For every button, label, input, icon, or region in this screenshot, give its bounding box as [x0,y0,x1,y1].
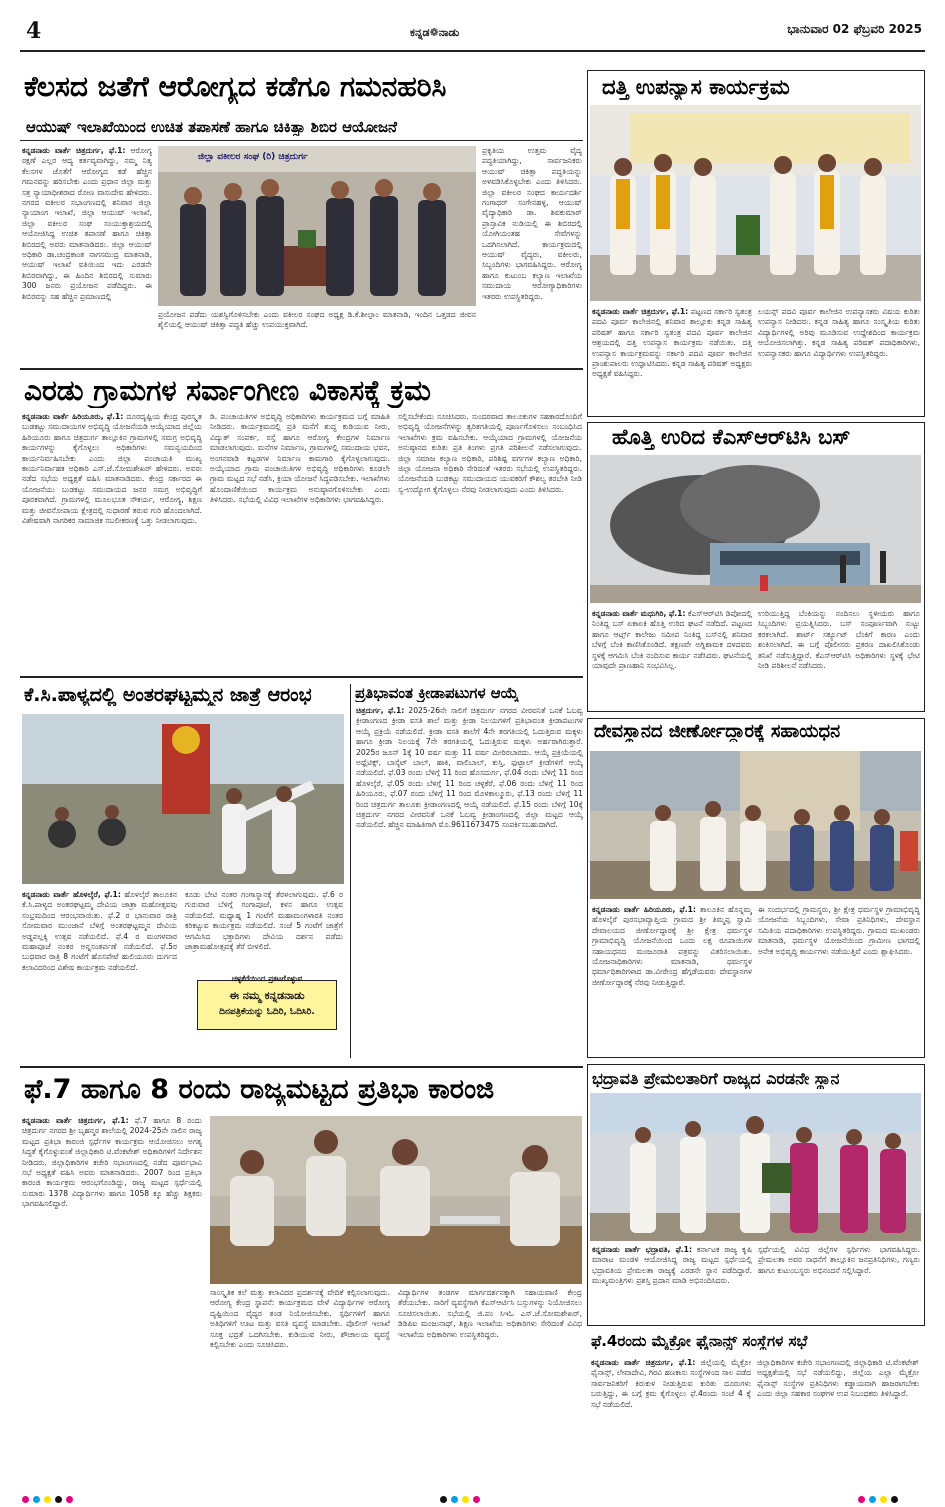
headline: ಕೆ.ಸಿ.ಪಾಳ್ಯದಲ್ಲಿ ಅಂತರಘಟ್ಟಮ್ಮನ ಜಾತ್ರೆ ಆರಂಭ [24,684,312,706]
page-number: 4 [26,18,42,44]
photo-bus-fire [590,455,921,603]
story-pratibha-karanji [20,1066,583,1478]
photo-officials [158,146,476,306]
page-header [20,20,925,64]
dateline: ಕನ್ನಡನಾಡು ವಾರ್ತೆ ಹಿರಿಯೂರು, ಫೆ.1: [592,905,696,914]
photo-officials-svg [158,146,476,306]
registration-dots-center [440,1488,484,1507]
registration-dots-left [22,1488,77,1507]
body-text: ದೂರದೃಷ್ಟಿಯ ಕೇಂದ್ರ ಪುರಸ್ಕೃತ ಬುಡಕಟ್ಟು ಸಮುದಾಯಗಳ ಅಭಿವೃದ್ಧಿ ಯೋಜನೆಯಡಿ ಆಯ್ಕೆಯಾದ ಜಿಲ್ಲೆಯ ಹಿರಿಯೂರು ಹಾಗೂ ಚಿತ್ರದುರ್ಗ ತಾಲ್ಲೂಕಿನ ಗ್ರಾಮಗಳಲ್ಲಿ ಸಮಗ್ರ ಅಭಿವೃದ್ಧಿ ಕಾರ್ಯಗಳನ್ನು ಕೈಗೊಳ್ಳಲು ಅಧಿಕಾರಿಗಳು ಸಮನ್ವಯದಿಂದ ಕಾರ್ಯನಿರ್ವಹಿಸಬೇಕು ಎಂದು ಜಿಲ್ಲಾ ಪಂಚಾಯತಿ ಮುಖ್ಯ ಕಾರ್ಯನಿರ್ವಾಹಕ ಅಧಿಕಾರಿ ಎಸ್.ಜೆ.ಸೋಮಶೇಖರ್ ಹೇಳಿದರು. ಅವರು ನಡೆದ ಸಭೆಯ ಅಧ್ಯಕ್ಷತೆ ವಹಿಸಿ ಮಾತನಾಡಿದರು. ಕೇಂದ್ರ ಸರ್ಕಾರದ ಈ ಯೋಜನೆಯು ಬುಡಕಟ್ಟು ಸಮುದಾಯದ ಜನರ ಸಮಗ್ರ ಅಭಿವೃದ್ಧಿಗೆ ಪೂರಕವಾಗಿದೆ. ಗ್ರಾಮಗಳಲ್ಲಿ ಮೂಲಭೂತ ಸೌಕರ್ಯ, ಆರೋಗ್ಯ, ಶಿಕ್ಷಣ ಮತ್ತು ಜೀವನೋಪಾಯ ಕ್ಷೇತ್ರದಲ್ಲಿ ಸುಧಾರಣೆ ತರುವ ಗುರಿ ಹೊಂದಲಾಗಿದೆ. ವಿಶೇಷವಾಗಿ ನಾಗರಿಕರ ಸಾಮಾಜಿಕ ಸಬಲೀಕರಣಕ್ಕೆ ಒತ್ತು ನೀಡಲಾಗುವುದು. [22,412,202,526]
story-bus-fire [587,422,925,712]
ad-banner-line-2: ಈ ನಮ್ಮ ಕನ್ನಡನಾಡು [229,989,305,1002]
dateline: ಕನ್ನಡನಾಡು ವಾರ್ತೆ ಚಿತ್ರದುರ್ಗ, ಫೆ.1: [592,307,689,316]
story-col-2: ಡಿ. ಪಂಚಾಯತಿಗಳ ಅಭಿವೃದ್ಧಿ ಅಧಿಕಾರಿಗಳು ಕಾರ್ಯಕ್ರಮದ ಬಗ್ಗೆ ಮಾಹಿತಿ ನೀಡಿದರು. ಕಾರ್ಯಕ್ರಮದಲ್ಲಿ ಪ್ರತಿ ಮನೆಗೆ ಶುದ್ಧ ಕುಡಿಯುವ ನೀರು, ವಿದ್ಯುತ್ ಸಂಪರ್ಕ, ರಸ್ತೆ ಹಾಗೂ ಆರೋಗ್ಯ ಕೇಂದ್ರಗಳ ನಿರ್ಮಾಣ ಮಾಡಲಾಗುವುದು. ಮನೆಗಳ ನಿರ್ಮಾಣ, ಗ್ರಾಮಗಳಲ್ಲಿ ಸಮುದಾಯ ಭವನ, ಅಂಗನವಾಡಿ ಕಟ್ಟಡಗಳ ನಿರ್ಮಾಣ ಕಾಮಗಾರಿ ಕೈಗೊಳ್ಳಲಾಗುವುದು. ಅಯ್ಕೆಯಾದ ಗ್ರಾಮ ಪಂಚಾಯಿತಿಗಳ ಅಭಿವೃದ್ಧಿ ಅಧಿಕಾರಿಗಳು ಕೂಡಲೇ ಗ್ರಾಮ ಮಟ್ಟದ ಸಭೆ ನಡೆಸಿ, ಕ್ರಿಯಾ ಯೋಜನೆ ಸಿದ್ಧಪಡಿಸಬೇಕು. ಇಲಾಖೆಗಳು ಹೊಂದಾಣಿಕೆಯಿಂದ ಕಾರ್ಯಕ್ರಮ ಅನುಷ್ಠಾನಗೊಳಿಸಬೇಕು ಎಂದು ತಿಳಿಸಿದರು. ಸಭೆಯಲ್ಲಿ ವಿವಿಧ ಇಲಾಖೆಗಳ ಅಧಿಕಾರಿಗಳು ಭಾಗವಹಿಸಿದ್ದರು. [210,412,390,505]
photo-festival-svg [22,714,344,884]
story-col-1 [22,890,177,1054]
story-col-2: ಜಿಲ್ಲಾಧಿಕಾರಿಗಳ ಕಚೇರಿ ಸಭಾಂಗಣದಲ್ಲಿ ಜಿಲ್ಲಾಧಿಕಾರಿ ಟಿ.ವೆಂಕಟೇಶ್ ಅಧ್ಯಕ್ಷತೆಯಲ್ಲಿ ಸಭೆ ನಡೆಯಲಿದ್ದು, ಜಿಲ್ಲೆಯ ಎಲ್ಲಾ ಮೈಕ್ರೋ ಫೈನಾನ್ಸ್ ಸಂಸ್ಥೆಗಳ ಪ್ರತಿನಿಧಿಗಳು ಕಡ್ಡಾಯವಾಗಿ ಹಾಜರಾಗಬೇಕು ಎಂದು ಜಿಲ್ಲಾ ಸಹಕಾರ ಸಂಘಗಳ ಉಪ ನಿಬಂಧಕರು ತಿಳಿಸಿದ್ದಾರೆ. [757,1358,919,1399]
photo-lecture-svg [590,105,921,301]
photo-festival [22,714,344,884]
headline: ಭದ್ರಾವತಿ ಪ್ರೇಮಲತಾರಿಗೆ ರಾಜ್ಯದ ಎರಡನೇ ಸ್ಥಾನ [592,1069,840,1088]
masthead: ಕನ್ನಡ❁ನಾಡು [410,26,460,39]
photo-banner-text: ಜಿಲ್ಲಾ ವಕೀಲರ ಸಂಘ (ರಿ) ಚಿತ್ರದುರ್ಗ [198,152,308,162]
dateline: ಕನ್ನಡನಾಡು ವಾರ್ತೆ ಹೊಳಲ್ಕೆರೆ, ಫೆ.1: [22,890,121,899]
divider [20,140,583,141]
story-col-3: ಪ್ರಕೃತಿಯ ಉತ್ತಮ ವೈದ್ಯ ಪದ್ಧತಿಯಾಗಿದ್ದು, ಸಾರ್ವಜನಿಕರು ಆಯುಷ್ ಚಿಕಿತ್ಸಾ ಪದ್ಧತಿಯನ್ನು ಅಳವಡಿಸಿಕೊಳ್ಳಬೇಕು ಎಂದು ತಿಳಿಸಿದರು. ಜಿಲ್ಲಾ ವಕೀಲರ ಸಂಘದ ಕಾರ್ಯದರ್ಶಿ ಗಂಗಾಧರ್ ಸಂಗೇನಹಳ್ಳಿ, ಆಯುಷ್ ವೈದ್ಯಾಧಿಕಾರಿ ಡಾ. ಶಿವಕುಮಾರ್ ಪ್ರಾಸ್ತಾವಿಕ ನುಡಿಯಲ್ಲಿ ಈ ಶಿಬಿರದಲ್ಲಿ ಯೋಗಿಯಂತಹ ಸೇವೆಗಳನ್ನು ಒದಗಿಸಲಾಗಿದೆ. ಕಾರ್ಯಕ್ರಮದಲ್ಲಿ ಆಯುಷ್ ವೈದ್ಯರು, ವಕೀಲರು, ಸಿಬ್ಬಂದಿಗಳು ಭಾಗವಹಿಸಿದ್ದರು. ಆರೋಗ್ಯ ಹಾಗೂ ಕುಟುಂಬ ಕಲ್ಯಾಣ ಇಲಾಖೆಯ ಸಮುದಾಯ ಆರೋಗ್ಯಾಧಿಕಾರಿಗಳು ಇತರರು ಉಪಸ್ಥಿತರಿದ್ದರು. [482,146,582,301]
photo-lecture [590,105,921,301]
photo-temple [590,751,921,899]
headline: ಫೆ.7 ಹಾಗೂ 8 ರಂದು ರಾಜ್ಯಮಟ್ಟದ ಪ್ರತಿಭಾ ಕಾರಂಜಿ [24,1074,495,1105]
ad-banner-line-1: ಚಳ್ಳಕೆರೆಯಿಂದ ಪ್ರಕಟಗೊಳ್ಳುವ [231,974,303,983]
story-datti-lecture [587,70,925,417]
photo-award [590,1093,921,1241]
story-col-2: ಸಾಂಸ್ಕೃತಿಕ ಕಲೆ ಮತ್ತು ಕಲಾವಿದರ ಪ್ರದರ್ಶನಕ್ಕೆ ವೇದಿಕೆ ಕಲ್ಪಿಸಲಾಗುವುದು. ಆರೋಗ್ಯ ಕೇಂದ್ರ ಸ್ಥಾಪನೆ: ಕಾರ್ಯಕ್ರಮದ ವೇಳೆ ವಿದ್ಯಾರ್ಥಿಗಳ ಆರೋಗ್ಯ ದೃಷ್ಟಿಯಿಂದ ವೈದ್ಯರ ತಂಡ ನಿಯೋಜಿಸಬೇಕು. ಸ್ಪರ್ಧಿಗಳಿಗೆ ಹಾಗೂ ಅತಿಥಿಗಳಿಗೆ ಊಟ ಮತ್ತು ವಸತಿ ವ್ಯವಸ್ಥೆ ಮಾಡಬೇಕು. ಪೊಲೀಸ್ ಇಲಾಖೆ ಸೂಕ್ತ ಭದ್ರತೆ ಒದಗಿಸಬೇಕು. ಕುಡಿಯುವ ನೀರು, ಶೌಚಾಲಯ ವ್ಯವಸ್ಥೆ ಕಲ್ಪಿಸಬೇಕು ಎಂದು ಸೂಚಿಸಿದರು. [210,1288,390,1350]
story-col-2: ಉರಿಯುತ್ತಿದ್ದ ಬೆಂಕಿಯನ್ನು ನಂದಿಸಲು ಸ್ಥಳೀಯರು ಹಾಗೂ ಸಿಬ್ಬಂದಿಗಳು ಪ್ರಯತ್ನಿಸಿದರು. ಬಸ್ ಸಂಪೂರ್ಣವಾಗಿ ಸುಟ್ಟು ಕರಕಲಾಗಿದೆ. ಶಾರ್ಟ್ ಸರ್ಕ್ಯೂಟ್ ಬೆಂಕಿಗೆ ಕಾರಣ ಎಂದು ಶಂಕಿಸಲಾಗಿದೆ. ಈ ಬಗ್ಗೆ ಪೊಲೀಸರು ಪ್ರಕರಣ ದಾಖಲಿಸಿಕೊಂಡು ತನಿಖೆ ನಡೆಸುತ್ತಿದ್ದಾರೆ. ಕೆಎಸ್ಆರ್‌ಟಿಸಿ ಅಧಿಕಾರಿಗಳು ಸ್ಥಳಕ್ಕೆ ಭೇಟಿ ನೀಡಿ ಪರಿಶೀಲನೆ ನಡೆಸಿದರು. [758,609,920,671]
dateline: ಚಿತ್ರದುರ್ಗ, ಫೆ.1: [356,706,405,715]
body-text: ಕೆಎಸ್ಆರ್‌ಟಿಸಿ ಡಿಪೋದಲ್ಲಿ ನಿಂತಿದ್ದ ಬಸ್ ಏಕಾಏಕಿ ಹೊತ್ತಿ ಉರಿದ ಘಟನೆ ನಡೆದಿದೆ. ಪಟ್ಟಣದ ಹಾಗೂ ಆರ್ಟ್ಸ್ ಕಾಲೇಜು ಸಮೀಪ ನಿಂತಿದ್ದ ಬಸ್‌ನಲ್ಲಿ ಶನಿವಾರ ಬೆಳಗ್ಗೆ ಬೆಂಕಿ ಕಾಣಿಸಿಕೊಂಡಿದೆ. ತಕ್ಷಣವೇ ಅಗ್ನಿಶಾಮಕ ದಳದವರು ಸ್ಥಳಕ್ಕೆ ಆಗಮಿಸಿ ಬೆಂಕಿ ನಂದಿಸುವ ಕಾರ್ಯ ನಡೆಸಿದರು. ಘಟನೆಯಲ್ಲಿ ಯಾವುದೇ ಪ್ರಾಣಹಾನಿ ಸಂಭವಿಸಿಲ್ಲ. [592,609,752,671]
story-jatre [20,676,345,1058]
story-temple-grant [587,718,925,1058]
story-col-1 [592,307,752,413]
body-text: ಫೆ.7 ಹಾಗೂ 8 ರಂದು ಚಿತ್ರದುರ್ಗ ನಗರದ ಶ್ರೀ ಬೃಹನ್ಮಠ ಶಾಲೆಯಲ್ಲಿ 2024-25ನೇ ಸಾಲಿನ ರಾಜ್ಯ ಮಟ್ಟದ ಪ್ರತಿಭಾ ಕಾರಂಜಿ ಸ್ಪರ್ಧೆಗಳ ಕಾರ್ಯಕ್ರಮ ಆಯೋಜಿಸಲು ಅಗತ್ಯ ಸಿದ್ಧತೆ ಕೈಗೊಳ್ಳುವಂತೆ ಜಿಲ್ಲಾಧಿಕಾರಿ ಟಿ.ವೆಂಕಟೇಶ್ ಅಧಿಕಾರಿಗಳಿಗೆ ನಿರ್ದೇಶನ ನೀಡಿದರು. ಜಿಲ್ಲಾಧಿಕಾರಿಗಳ ಕಚೇರಿ ಸಭಾಂಗಣದಲ್ಲಿ ನಡೆದ ಪೂರ್ವಭಾವಿ ಸಭೆ ಅಧ್ಯಕ್ಷತೆ ವಹಿಸಿ ಅವರು ಮಾತನಾಡಿದರು. 2007 ರಿಂದ ಪ್ರತಿಭಾ ಕಾರಂಜಿ ಕಾರ್ಯಕ್ರಮ ಆರಂಭಗೊಂಡಿದ್ದು, ರಾಜ್ಯ ಮಟ್ಟದ ಸ್ಪರ್ಧೆಯಲ್ಲಿ ಸುಮಾರು 1378 ವಿದ್ಯಾರ್ಥಿಗಳು ಹಾಗೂ 1058 ಕ್ಕೂ ಹೆಚ್ಚು ಶಿಕ್ಷಕರು ಭಾಗವಹಿಸಲಿದ್ದಾರೆ. [22,1116,202,1209]
divider [20,368,583,370]
story-col-1 [591,1358,751,1476]
dateline: ಕನ್ನಡನಾಡು ವಾರ್ತೆ ಭದ್ರಾವತಿ, ಫೆ.1: [592,1245,692,1254]
story-col-2: ಲಯನ್ಸ್ ಪದವಿ ಪೂರ್ವ ಕಾಲೇಜಿನ ಉಪನ್ಯಾಸಕರು ವಿಷಯ ಕುರಿತು ಉಪನ್ಯಾಸ ನೀಡಿದರು. ಕನ್ನಡ ಸಾಹಿತ್ಯ ಹಾಗೂ ಸಂಸ್ಕೃತಿಯ ಕುರಿತು ವಿದ್ಯಾರ್ಥಿಗಳಲ್ಲಿ ಅರಿವು ಮೂಡಿಸುವ ಉದ್ದೇಶದಿಂದ ಕಾರ್ಯಕ್ರಮ ಆಯೋಜಿಸಲಾಗಿತ್ತು. ಕನ್ನಡ ಸಾಹಿತ್ಯ ಪರಿಷತ್ ಪದಾಧಿಕಾರಿಗಳು, ಉಪನ್ಯಾಸಕರು ಹಾಗೂ ವಿದ್ಯಾರ್ಥಿಗಳು ಉಪಸ್ಥಿತರಿದ್ದರು. [758,307,920,358]
story-village-development [20,368,583,668]
dateline: ಕನ್ನಡನಾಡು ವಾರ್ತೆ ಚಿತ್ರದುರ್ಗ, ಫೆ.1: [591,1358,696,1367]
header-rule [20,50,925,52]
story-col-1 [22,146,152,358]
story-col-1 [22,412,202,664]
date-banner: ಭಾನುವಾರ 02 ಫೆಬ್ರವರಿ 2025 [787,22,922,36]
headline: ಪ್ರತಿಭಾವಂತ ಕ್ರೀಡಾಪಟುಗಳ ಆಯ್ಕೆ [355,684,519,702]
subheadline: ಆಯುಷ್ ಇಲಾಖೆಯಿಂದ ಉಚಿತ ತಪಾಸಣೆ ಹಾಗೂ ಚಿಕಿತ್ಸಾ ಶಿಬಿರ ಆಯೋಜನೆ [26,118,397,136]
dateline: ಕನ್ನಡನಾಡು ವಾರ್ತೆ ಹಿರಿಯೂರು, ಫೆ.1: [22,412,124,421]
story-col-2: ಕೂಡು ಬೇಟಿ ನಂತರ ಗಂಗಾಸ್ನಾನಕ್ಕೆ ತೆರಳಲಾಗುವುದು. ಫೆ.6 ರ ಗುರುವಾರ ಬೆಳಿಗ್ಗೆ ಗಂಗಾಪೂಜೆ, ಕಳಸ ಹಾಗೂ ಉತ್ಸವ ನಡೆಯಲಿದೆ. ಮಧ್ಯಾಹ್ನ 1 ಗಂಟೆಗೆ ಮಹಾಮಂಗಳಾರತಿ ನಂತರ ಕರಿಕಟ್ಟುವ ಕಾರ್ಯಕ್ರಮ ನಡೆಯಲಿದೆ. ಸಂಜೆ 5 ಗಂಟೆಗೆ ಜಾತ್ರೆಗೆ ಆಗಮಿಸಿದ ಭಕ್ತಾದಿಗಳು ದೇವಿಯ ದರ್ಶನ ಪಡೆದು ಜಾತ್ರಾಮಹೋತ್ಸವಕ್ಕೆ ತೆರೆ ಬೀಳಲಿದೆ. [185,890,343,952]
photo-award-svg [590,1093,921,1241]
body-text: ಹೊಳಲ್ಕೆರೆ ತಾಲೂಕಿನ ಕೆ.ಸಿ.ಪಾಳ್ಯದ ಅಂತರಘಟ್ಟಮ್ಮ ದೇವಿಯ ಜಾತ್ರಾ ಮಹೋತ್ಸವವು ಸಂಭ್ರಮದಿಂದ ಆರಂಭವಾಯಿತು. ಫೆ.2 ರ ಭಾನುವಾರ ರಾತ್ರಿ ಸೋಮವಾರ ಮುಂಜಾನೆ ಬೆಳಿಗ್ಗೆ ಅಂತರಘಟ್ಟಮ್ಮನ ದೇವಿಯ ಅಡ್ಡಪಲ್ಲಕ್ಕಿ ಉತ್ಸವ ನಡೆಯಲಿದೆ. ಫೆ.4 ರ ಮಂಗಳವಾರ ಮಹಾಪೂಜೆ ನಂತರ ಅನ್ನಸಂತರ್ಪಣೆ ನಡೆಯಲಿದೆ. ಫೆ.5ರ ಬುಧವಾರ ರಾತ್ರಿ 8 ಗಂಟೆಗೆ ಹೊಸಪೇಟೆ ಹುಲಿಯೂರು ದುರ್ಗದ ಕಲಾವಿದರಿಂದ ವಿಶೇಷ ಕಾರ್ಯಕ್ರಮ ನಡೆಯಲಿದೆ. [22,890,177,972]
story-sports-selection [350,684,583,1058]
story-col-3: ಸಲ್ಲಿಸಬೇಕೆಂದು ಸೂಚಿಸಿದರು. ಸುಂದರವಾದ ತಾಲೂಕುಗಳ ಸಹಕಾರದೊಂದಿಗೆ ಅಭಿವೃದ್ಧಿ ಯೋಜನೆಗಳನ್ನು ತ್ವರಿತಗತಿಯಲ್ಲಿ ಪೂರ್ಣಗೊಳಿಸಲು ಸಂಬಂಧಿಸಿದ ಇಲಾಖೆಗಳು ಕ್ರಮ ವಹಿಸಬೇಕು. ಆಯ್ಕೆಯಾದ ಗ್ರಾಮಗಳಲ್ಲಿ ಯೋಜನೆಯ ಅನುಷ್ಠಾನದ ಕುರಿತು ಪ್ರತಿ ತಿಂಗಳು ಪ್ರಗತಿ ಪರಿಶೀಲನೆ ನಡೆಸಲಾಗುವುದು. ಜಿಲ್ಲಾ ಸಮಾಜ ಕಲ್ಯಾಣ ಅಧಿಕಾರಿ, ಪರಿಶಿಷ್ಟ ವರ್ಗಗಳ ಕಲ್ಯಾಣ ಅಧಿಕಾರಿ, ಜಿಲ್ಲಾ ಯೋಜನಾ ಅಧಿಕಾರಿ ಸೇರಿದಂತೆ ಇತರರು ಸಭೆಯಲ್ಲಿ ಉಪಸ್ಥಿತರಿದ್ದರು. ಯೋಜನೆಯಡಿ ಬುಡಕಟ್ಟು ಸಮುದಾಯದ ಯುವಕರಿಗೆ ಕೌಶಲ್ಯ ತರಬೇತಿ ನೀಡಿ ಸ್ವ-ಉದ್ಯೋಗ ಕೈಗೊಳ್ಳಲು ನೆರವು ನೀಡಲಾಗುವುದು ಎಂದು ತಿಳಿಸಿದರು. [398,412,582,494]
registration-dots-right [858,1488,902,1507]
headline: ದತ್ತಿ ಉಪನ್ಯಾಸ ಕಾರ್ಯಕ್ರಮ [602,75,790,99]
body-text: ಜಿಲ್ಲೆಯಲ್ಲಿ ಮೈಕ್ರೋ ಫೈನಾನ್ಸ್, ಲೇವಾದೇವಿ, ಗಿರವಿ ಹಣಕಾಸು ಸಂಸ್ಥೆಗಳಿಂದ ಸಾಲ ಪಡೆದ ಸಾರ್ವಜನಿಕರಿಗೆ ಕಿರುಕುಳ ನೀಡುತ್ತಿರುವ ಕುರಿತು ದೂರುಗಳು ಬರುತ್ತಿದ್ದು, ಈ ಬಗ್ಗೆ ಕ್ರಮ ಕೈಗೊಳ್ಳಲು ಫೆ.4ರಂದು ಸಂಜೆ 4 ಕ್ಕೆ ಸಭೆ ನಡೆಯಲಿದೆ. [591,1358,751,1409]
divider [20,1066,583,1068]
headline: ದೇವಸ್ಥಾನದ ಜೀರ್ಣೋದ್ಧಾರಕ್ಕೆ ಸಹಾಯಧನ [594,721,841,742]
body-text: ತಾಲೂಕಿನ ಹೊನ್ನಮ್ಮ ಹೊಳಲ್ಕೆರೆ ಪುರಸಭಾವ್ಯಾಪ್ತಿಯ ಗ್ರಾಮದ ಶ್ರೀ ತಿಮ್ಮಪ್ಪ ಸ್ವಾಮಿ ದೇವಾಲಯದ ಜೀರ್ಣೋದ್ಧಾರಕ್ಕೆ ಶ್ರೀ ಕ್ಷೇತ್ರ ಧರ್ಮಸ್ಥಳ ಗ್ರಾಮಾಭಿವೃದ್ಧಿ ಯೋಜನೆಯಿಂದ ಒಂದು ಲಕ್ಷ ರೂಪಾಯಿಗಳ ಸಹಾಯಧನದ ಮಂಜೂರಾತಿ ಪತ್ರವನ್ನು ವಿತರಿಸಲಾಯಿತು. ಯೋಜನಾಧಿಕಾರಿಗಳು ಮಾತನಾಡಿ, ಧರ್ಮಸ್ಥಳ ಧರ್ಮಾಧಿಕಾರಿಗಳಾದ ಡಾ.ವೀರೇಂದ್ರ ಹೆಗ್ಗಡೆಯವರು ದೇವಸ್ಥಾನಗಳ ಜೀರ್ಣೋದ್ಧಾರಕ್ಕೆ ನೆರವು ನೀಡುತ್ತಿದ್ದಾರೆ. [592,905,752,987]
photo-meeting [210,1116,582,1284]
body-text: ಕರ್ನಾಟಕ ರಾಜ್ಯ ಕೃಷಿ ಮಾರಾಟ ಮಂಡಳಿ ಆಯೋಜಿಸಿದ್ದ ರಾಜ್ಯ ಮಟ್ಟದ ಸ್ಪರ್ಧೆಯಲ್ಲಿ ಭದ್ರಾವತಿಯ ಪ್ರೇಮಲತಾ ರಾಜ್ಯಕ್ಕೆ ಎರಡನೇ ಸ್ಥಾನ ಪಡೆದಿದ್ದಾರೆ. ಮುಖ್ಯಮಂತ್ರಿಗಳು ಪ್ರಶಸ್ತಿ ಪ್ರದಾನ ಮಾಡಿ ಅಭಿನಂದಿಸಿದರು. [592,1245,752,1286]
photo-bus-fire-svg [590,455,921,603]
headline: ಹೊತ್ತಿ ಉರಿದ ಕೆಎಸ್ಆರ್‌ಟಿಸಿ ಬಸ್ [612,425,851,449]
dateline: ಕನ್ನಡನಾಡು ವಾರ್ತೆ ಚಿತ್ರದುರ್ಗ, ಫೆ.1: [22,1116,129,1125]
headline: ಎರಡು ಗ್ರಾಮಗಳ ಸರ್ವಾಂಗೀಣ ವಿಕಾಸಕ್ಕೆ ಕ್ರಮ [24,374,431,407]
photo-meeting-svg [210,1116,582,1284]
photo-temple-svg [590,751,921,899]
story-col-2: ಸ್ಪರ್ಧೆಯಲ್ಲಿ ವಿವಿಧ ಜಿಲ್ಲೆಗಳ ಸ್ಪರ್ಧಿಗಳು ಭಾಗವಹಿಸಿದ್ದರು. ಪ್ರೇಮಲತಾ ಅವರ ಸಾಧನೆಗೆ ತಾಲ್ಲೂಕಿನ ಜನಪ್ರತಿನಿಧಿಗಳು, ಗಣ್ಯರು ಹಾಗೂ ಕುಟುಂಬಸ್ಥರು ಅಭಿನಂದನೆ ಸಲ್ಲಿಸಿದ್ದಾರೆ. [758,1245,920,1275]
story-micro-finance [587,1332,925,1478]
story-col-2: ಈ ಸಂದರ್ಭದಲ್ಲಿ ಗ್ರಾಮಸ್ಥರು, ಶ್ರೀ ಕ್ಷೇತ್ರ ಧರ್ಮಸ್ಥಳ ಗ್ರಾಮಾಭಿವೃದ್ಧಿ ಯೋಜನೆಯ ಸಿಬ್ಬಂದಿಗಳು, ಸೇವಾ ಪ್ರತಿನಿಧಿಗಳು, ದೇವಸ್ಥಾನ ಸಮಿತಿಯ ಪದಾಧಿಕಾರಿಗಳು ಉಪಸ್ಥಿತರಿದ್ದರು. ಗ್ರಾಮದ ಮುಖಂಡರು ಮಾತನಾಡಿ, ಧರ್ಮಸ್ಥಳ ಯೋಜನೆಯಿಂದ ಗ್ರಾಮೀಣ ಭಾಗದಲ್ಲಿ ಅನೇಕ ಅಭಿವೃದ್ಧಿ ಕಾರ್ಯಗಳು ನಡೆಯುತ್ತಿವೆ ಎಂದು ಶ್ಲಾಘಿಸಿದರು. [758,905,920,956]
ad-banner [197,974,337,1030]
story-col-1 [592,1245,752,1323]
story-col-1 [592,609,752,709]
divider [20,676,583,678]
story-body [356,706,583,1056]
body-text: ಪಟ್ಟಣದ ಸರ್ಕಾರಿ ಸ್ವತಂತ್ರ ಪದವಿ ಪೂರ್ವ ಕಾಲೇಜಿನಲ್ಲಿ ಶನಿವಾರ ತಾಲ್ಲೂಕು ಕನ್ನಡ ಸಾಹಿತ್ಯ ಪರಿಷತ್ ಹಾಗೂ ಸರ್ಕಾರಿ ಸ್ವತಂತ್ರ ಪದವಿ ಪೂರ್ವ ಕಾಲೇಜಿನ ಆಶ್ರಯದಲ್ಲಿ ದತ್ತಿ ಉಪನ್ಯಾಸ ಕಾರ್ಯಕ್ರಮ ನಡೆಯಿತು. ದತ್ತಿ ಉಪನ್ಯಾಸ ಕಾರ್ಯಕ್ರಮವನ್ನು ಸರ್ಕಾರಿ ಪದವಿ ಪೂರ್ವ ಕಾಲೇಜಿನ ಪ್ರಾಂಶುಪಾಲರು ಉದ್ಘಾಟಿಸಿದರು. ಕನ್ನಡ ಸಾಹಿತ್ಯ ಪರಿಷತ್ ಅಧ್ಯಕ್ಷರು ಅಧ್ಯಕ್ಷತೆ ವಹಿಸಿದ್ದರು. [592,307,752,379]
story-col-1 [592,905,752,1055]
ad-banner-line-3: ದಿನಪತ್ರಿಕೆಯನ್ನು ಓದಿರಿ, ಓದಿಸಿರಿ. [219,1007,315,1017]
story-col-3: ವಿದ್ಯಾರ್ಥಿಗಳ ತಂಡಗಳ ಮಾರ್ಗದರ್ಶನಕ್ಕಾಗಿ ಸಹಾಯವಾಣಿ ಕೇಂದ್ರ ತೆರೆಯಬೇಕು. ಸಾರಿಗೆ ವ್ಯವಸ್ಥೆಗಾಗಿ ಕೆಎಸ್ಆರ್ಟಿಸಿ ಬಸ್ಸುಗಳನ್ನು ನಿಯೋಜಿಸಲು ಸೂಚಿಸಲಾಯಿತು. ಸಭೆಯಲ್ಲಿ ಜಿ.ಪಂ ಸಿಇಓ ಎಸ್.ಜೆ.ಸೋಮಶೇಖರ್, ಡಿಡಿಪಿಐ ಮಂಜುನಾಥ್, ಶಿಕ್ಷಣ ಇಲಾಖೆಯ ಅಧಿಕಾರಿಗಳು ಸೇರಿದಂತೆ ವಿವಿಧ ಇಲಾಖೆಯ ಅಧಿಕಾರಿಗಳು ಉಪಸ್ಥಿತರಿದ್ದರು. [398,1288,582,1339]
body-text: 2025-26ನೇ ಸಾಲಿಗೆ ಚಿತ್ರದುರ್ಗ ನಗರದ ವೀರವನಿತೆ ಒನಕೆ ಓಬವ್ವ ಕ್ರೀಡಾಂಗಣದ ಕ್ರೀಡಾ ವಸತಿ ಶಾಲೆ ಮತ್ತು ಕ್ರೀಡಾ ನಿಲಯಗಳಿಗೆ ಪ್ರತಿಭಾವಂತ ಕ್ರೀಡಾಪಟುಗಳ ಆಯ್ಕೆ ಪ್ರಕ್ರಿಯೆ ನಡೆಯಲಿದೆ. ಕ್ರೀಡಾ ವಸತಿ ಶಾಲೆಗೆ 4ನೇ ತರಗತಿಯಲ್ಲಿ ಓದುತ್ತಿರುವ ಮಕ್ಕಳು ಹಾಗೂ ಕ್ರೀಡಾ ನಿಲಯಕ್ಕೆ 7ನೇ ತರಗತಿಯಲ್ಲಿ ಓದುತ್ತಿರುವ ಮಕ್ಕಳು ಅರ್ಹರಾಗಿರುತ್ತಾರೆ. 2025ರ ಜೂನ್ 1ಕ್ಕೆ 10 ವರ್ಷ ಮತ್ತು 11 ವರ್ಷ ಮೀರಿರಬಾರದು. ಆಯ್ಕೆ ಪ್ರಕ್ರಿಯೆಯಲ್ಲಿ ಅಥ್ಲೆಟಿಕ್ಸ್, ಬಾಸ್ಕೆಟ್ ಬಾಲ್, ಹಾಕಿ, ವಾಲಿಬಾಲ್, ಕುಸ್ತಿ, ಫುಟ್ಬಾಲ್ ಕ್ರೀಡೆಗಳಿಗೆ ಆಯ್ಕೆ ನಡೆಯಲಿದೆ. ಫೆ.03 ರಂದು ಬೆಳಿಗ್ಗೆ 11 ರಿಂದ ಹೊಸದುರ್ಗ, ಫೆ.04 ರಂದು ಬೆಳಿಗ್ಗೆ 11 ರಿಂದ ಹೊಳಲ್ಕೆರೆ, ಫೆ.05 ರಂದು ಬೆಳಿಗ್ಗೆ 11 ರಿಂದ ಚಳ್ಳಕೆರೆ, ಫೆ.06 ರಂದು ಬೆಳಿಗ್ಗೆ 11 ರಿಂದ ಹಿರಿಯೂರು, ಫೆ.07 ರಂದು ಬೆಳಿಗ್ಗೆ 11 ರಿಂದ ಮೊಳಕಾಲ್ಮೂರು, ಫೆ.13 ರಂದು ಬೆಳಿಗ್ಗೆ 11 ರಿಂದ ಚಿತ್ರದುರ್ಗ ತಾಲೂಕು ಕ್ರೀಡಾಂಗಣದಲ್ಲಿ ಆಯ್ಕೆ ನಡೆಯಲಿದೆ. ಫೆ.15 ರಂದು ಬೆಳಿಗ್ಗೆ 10ಕ್ಕೆ ಚಿತ್ರದುರ್ಗ ನಗರದ ವೀರವನಿತೆ ಒನಕೆ ಓಬವ್ವ ಕ್ರೀಡಾಂಗಣದಲ್ಲಿ ಜಿಲ್ಲಾ ಮಟ್ಟದ ಆಯ್ಕೆ ನಡೆಯಲಿದೆ. ಹೆಚ್ಚಿನ ಮಾಹಿತಿಗಾಗಿ ಮೊ.9611673475 ಸಂಪರ್ಕಿಸಬಹುದಾಗಿದೆ. [356,706,583,830]
story-col-1 [22,1116,202,1474]
story-col-mid: ಪ್ರಯೋಜನ ಪಡೆದು ಯಶಸ್ವಿಗೊಳಿಸಬೇಕು ಎಂದು ವಕೀಲರ ಸಂಘದ ಅಧ್ಯಕ್ಷ ಡಿ.ಕೆ.ಶೀಲ್ಪಾಂ ಮಾತನಾಡಿ, ಇಂದಿನ ಒತ್ತಡದ ಜೀವನ ಶೈಲಿಯಲ್ಲಿ ಆಯುಷ್ ಚಿಕಿತ್ಸಾ ಪದ್ಧತಿ ಹೆಚ್ಚು ಉಪಯುಕ್ತವಾಗಿದೆ. [158,310,476,330]
headline: ಕೆಲಸದ ಜತೆಗೆ ಆರೋಗ್ಯದ ಕಡೆಗೂ ಗಮನಹರಿಸಿ [24,70,447,103]
body-text: ಆರೋಗ್ಯ ರಕ್ಷಣೆ ಎಲ್ಲರ ಆದ್ಯ ಕರ್ತವ್ಯವಾಗಿದ್ದು, ನಮ್ಮ ನಿತ್ಯ ಕೆಲಸಗಳ ಜೊತೆಗೆ ಆರೋಗ್ಯದ ಕಡೆ ಹೆಚ್ಚಿನ ಗಮನವನ್ನು ಹರಿಸಬೇಕು ಎಂದು ಪ್ರಧಾನ ಜಿಲ್ಲಾ ಮತ್ತು ಸತ್ರ ನ್ಯಾಯಾಧೀಶರಾದ ರೋಣ ವಾಸುದೇವ ಹೇಳಿದರು. ನಗರದ ವಕೀಲರ ಸಭಾಂಗಣದಲ್ಲಿ ಶನಿವಾರ ಜಿಲ್ಲಾ ನ್ಯಾಯಾಂಗ ಇಲಾಖೆ, ಜಿಲ್ಲಾ ಆಯುಷ್ ಇಲಾಖೆ, ಜಿಲ್ಲಾ ವಕೀಲರ ಸಂಘ ಸಂಯುಕ್ತಾಶ್ರಯದಲ್ಲಿ ಆಯೋಜಿಸಿದ್ದ ಉಚಿತ ತಪಾಸಣೆ ಹಾಗೂ ಚಿಕಿತ್ಸಾ ಶಿಬಿರದಲ್ಲಿ ಅವರು ಮಾತನಾಡಿದರು. ಜಿಲ್ಲಾ ಆಯುಷ್ ಅಧಿಕಾರಿ ಡಾ.ಚಂದ್ರಕಾಂತ ನಾಗಸಮುದ್ರ ಮಾತನಾಡಿ, ಆಯುಷ್ ಇಲಾಖೆ ವತಿಯಿಂದ ಇದು ಎರಡನೇ ಶಿಬಿರವಾಗಿದ್ದು, ಈ ಹಿಂದಿನ ಶಿಬಿರದಲ್ಲಿ ಸುಮಾರು 300 ಜನರು ಪ್ರಯೋಜನ ಪಡೆದಿದ್ದರು. ಈ ಶಿಬಿರವನ್ನು ಸಹ ಹೆಚ್ಚಿನ ಪ್ರಮಾಣದಲ್ಲಿ [22,146,152,301]
story-health [20,70,583,362]
dateline: ಕನ್ನಡನಾಡು ವಾರ್ತೆ ಚಿತ್ರದುರ್ಗ, ಫೆ.1: [22,146,126,155]
dateline: ಕನ್ನಡನಾಡು ವಾರ್ತೆ ಮಧುಗಿರಿ, ಫೆ.1: [592,609,686,618]
story-premalatha-award [587,1064,925,1326]
headline: ಫೆ.4ರಂದು ಮೈಕ್ರೋ ಫೈನಾನ್ಸ್ ಸಂಸ್ಥೆಗಳ ಸಭೆ [591,1332,808,1350]
